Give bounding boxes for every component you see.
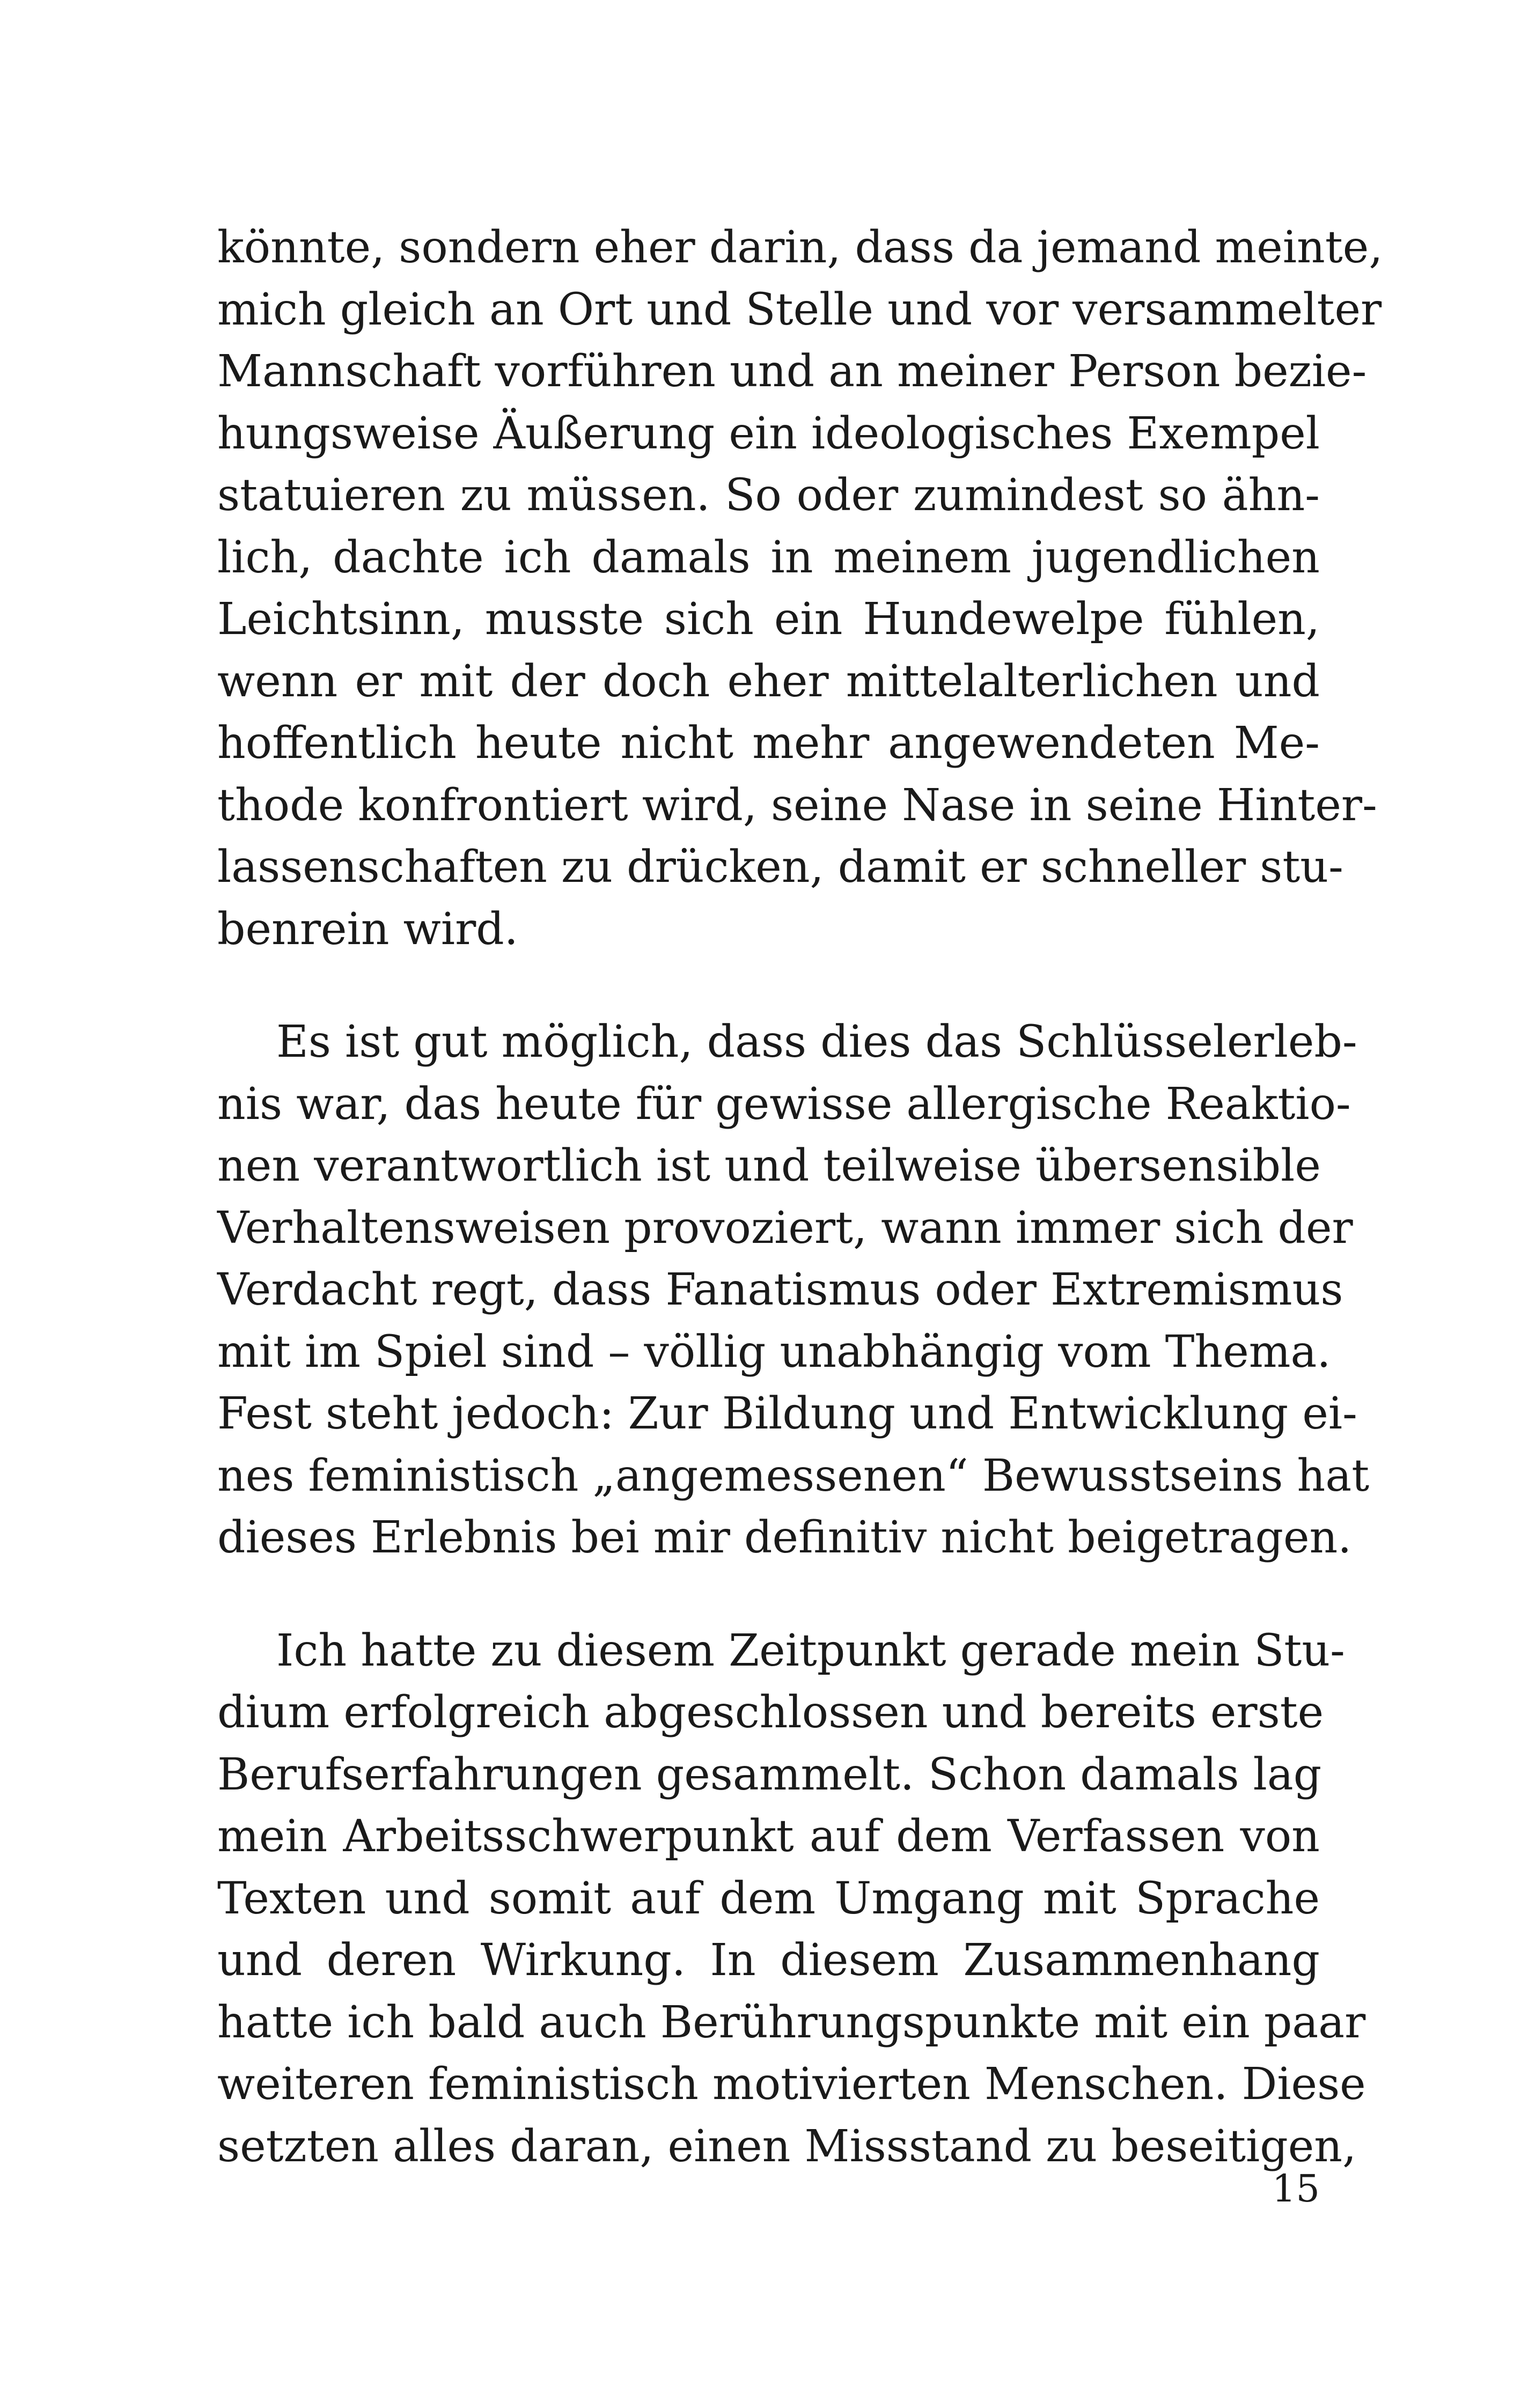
text-line: benrein wird. <box>217 903 518 955</box>
paragraph-1 <box>217 217 1383 960</box>
text-line: nes feministisch „angemessenen“ Bewusstseins hat <box>217 1450 1370 1501</box>
text-line: Verhaltensweisen provoziert, wann immer sich der <box>217 1202 1353 1254</box>
text-line: hoffentlich heute nicht mehr angewendeten Me- <box>217 718 1320 769</box>
text-line: nen verantwortlich ist und teilweise übersensible <box>217 1140 1321 1191</box>
text-line: Berufserfahrungen gesammelt. Schon damals lag <box>217 1749 1322 1800</box>
text-line: hatte ich bald auch Berührungspunkte mit ein paar <box>217 1997 1366 2048</box>
text-line: lassenschaften zu drücken, damit er schneller stu- <box>217 842 1343 893</box>
text-line: mein Arbeitsschwerpunkt auf dem Verfassen von <box>217 1811 1320 1862</box>
text-line: lich, dachte ich damals in meinem jugendlichen <box>217 532 1320 583</box>
text-line: Mannschaft vorführen und an meiner Person bezie- <box>217 346 1367 397</box>
text-line: setzten alles daran, einen Missstand zu beseitigen, <box>217 2120 1357 2172</box>
text-line: dium erfolgreich abgeschlossen und bereits erste <box>217 1687 1324 1738</box>
text-line: Texten und somit auf dem Umgang mit Sprache <box>217 1873 1320 1924</box>
text-line: Fest steht jedoch: Zur Bildung und Entwicklung ei- <box>217 1388 1357 1439</box>
text-line: nis war, das heute für gewisse allergische Reaktio- <box>217 1078 1351 1130</box>
text-line: Verdacht regt, dass Fanatismus oder Extremismus <box>217 1264 1343 1315</box>
text-line: Leichtsinn, musste sich ein Hundewelpe fühlen, <box>217 594 1320 645</box>
text-line: Ich hatte zu diesem Zeitpunkt gerade mein Stu- <box>276 1625 1345 1676</box>
text-line: und deren Wirkung. In diesem Zusammenhang <box>217 1935 1320 1986</box>
text-line: wenn er mit der doch eher mittelalterlichen und <box>217 656 1320 707</box>
text-line: dieses Erlebnis bei mir definitiv nicht beigetragen. <box>217 1512 1352 1563</box>
page-number: 15 <box>1272 2167 1320 2211</box>
text-line: mich gleich an Ort und Stelle und vor versammelter <box>217 284 1382 335</box>
text-line: weiteren feministisch motivierten Menschen. Diese <box>217 2059 1366 2110</box>
text-line: statuieren zu müssen. So oder zumindest so ähn- <box>217 470 1320 521</box>
text-line: könnte, sondern eher darin, dass da jemand meinte, <box>217 222 1383 273</box>
paragraph-3 <box>217 1620 1366 2178</box>
body-text <box>217 217 1383 2177</box>
text-line: Es ist gut möglich, dass dies das Schlüsselerleb- <box>276 1017 1357 1067</box>
text-line: mit im Spiel sind – völlig unabhängig vom Thema. <box>217 1326 1331 1378</box>
paragraph-2 <box>217 1011 1370 1569</box>
text-line: hungsweise Äußerung ein ideologisches Exempel <box>217 408 1320 459</box>
text-line: thode konfrontiert wird, seine Nase in seine Hinter- <box>217 779 1377 831</box>
